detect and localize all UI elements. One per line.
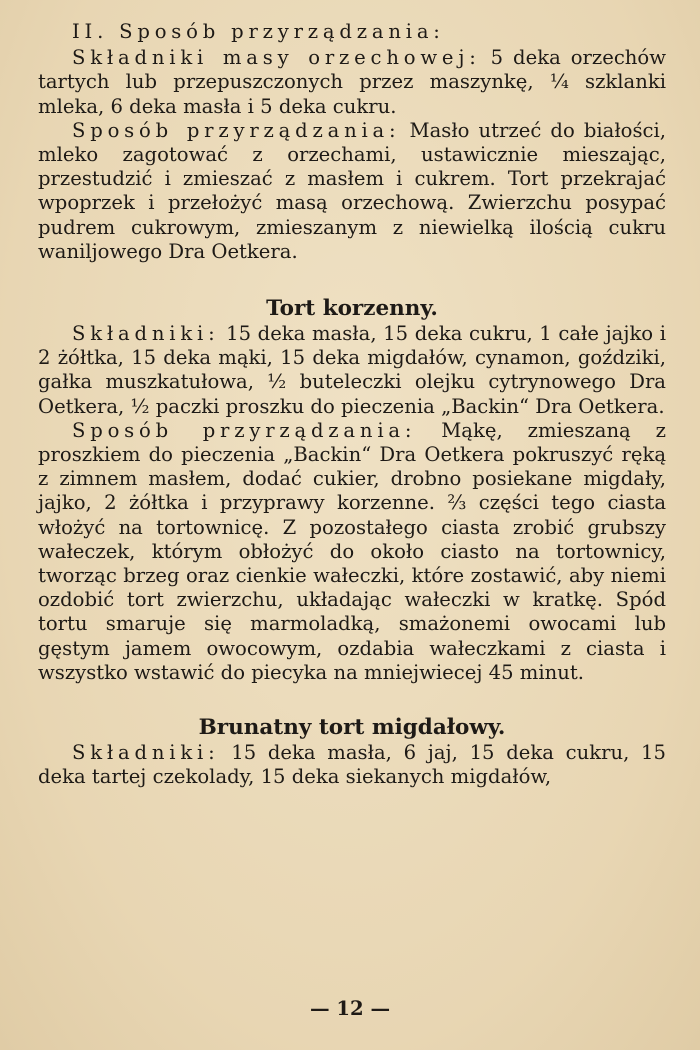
nut-method-label: Sposób przyrządzania: <box>72 118 401 142</box>
nut-ingredients-paragraph <box>38 46 666 119</box>
recipe-2-ingredients-label: Składniki: <box>72 741 220 765</box>
recipe-title-brunatny-tort: Brunatny tort migdałowy. <box>198 715 506 741</box>
page-text-block <box>38 20 666 789</box>
recipe-1-method-paragraph <box>38 419 666 685</box>
section-heading: II. Sposób przyrządzania: <box>72 20 445 43</box>
page-number: — 12 — <box>309 997 391 1020</box>
recipe-1-method-label: Sposób przyrządzania: <box>72 418 417 442</box>
nut-method-paragraph <box>38 119 666 264</box>
nut-method-text: Masło utrzeć do białości, mleko zagotować z orzechami, ustawicznie mieszając, przestudzić i zmieszać z masłem i cukrem. Tort przekrajać wpoprzek i przełożyć masą orzechową. Zwierzchu posypać pudrem cukrowym, zmieszanym z niewielką ilością cukru waniljowego Dra Oetkera. <box>38 118 666 263</box>
recipe-1-method-text: Mąkę, zmieszaną z proszkiem do pieczenia „Backin“ Dra Oetkera pokruszyć ręką z zimnem masłem, dodać cukier, drobno posiekane migdały, jajko, 2 żółtka i przyprawy korzenne. ⅔ części tego ciasta włożyć na tortownicę. Z pozostałego ciasta zrobić grubszy wałeczek, którym obłożyć do około ciasto na tortownicy, tworząc brzeg oraz cienkie wałeczki, które zostawić, aby niemi ozdobić tort zwierzchu, układając wałeczki w kratkę. Spód tortu smaruje się marmoladką, smażonemi owocami lub gęstym jamem owocowym, ozdabia wałeczkami z ciasta i wszystko wstawić do piecyka na mniejwiecej 45 minut. <box>38 418 667 684</box>
recipe-title-tort-korzenny: Tort korzenny. <box>266 296 438 322</box>
nut-ingredients-label: Składniki masy orzechowej: <box>72 46 481 70</box>
recipe-2-ingredients-text: 15 deka masła, 6 jaj, 15 deka cukru, 15 deka tartej czekolady, 15 deka siekanych migdałów, <box>38 741 666 789</box>
nut-ingredients-text: 5 deka orzechów tartych lub przepuszczonych przez maszynkę, ¼ szklanki mleka, 6 deka masła i 5 deka cukru. <box>38 46 666 118</box>
recipe-1-ingredients-text: 15 deka masła, 15 deka cukru, 1 całe jajko i 2 żółtka, 15 deka mąki, 15 deka migdałów, cynamon, goździki, gałka muszkatułowa, ½ buteleczki olejku cytrynowego Dra Oetkera, ½ paczki proszku do pieczenia „Backin“ Dra Oetkera. <box>38 322 666 418</box>
recipe-2-ingredients-paragraph <box>38 741 666 789</box>
recipe-1-ingredients-label: Składniki: <box>72 322 220 346</box>
recipe-1-ingredients-paragraph <box>38 322 666 419</box>
